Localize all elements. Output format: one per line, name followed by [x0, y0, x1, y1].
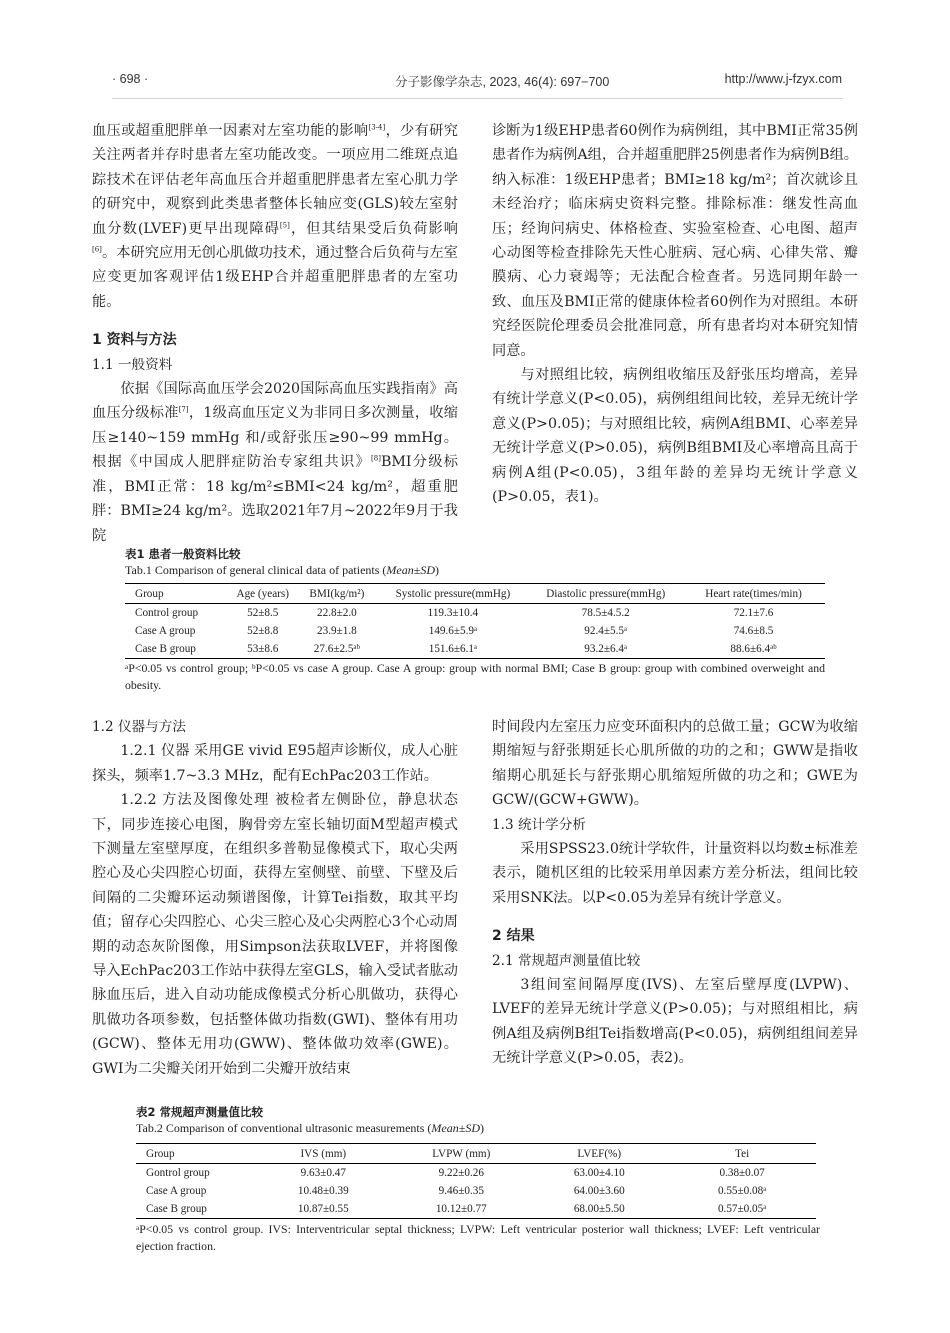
subsection-heading: 1.3 统计学分析	[492, 816, 586, 833]
table-row: Case A group 52±8.8 23.9±1.8 149.6±5.9ᵃ 92.4±5.5ᵃ 74.6±8.5	[135, 625, 774, 637]
page-number: · 698 ·	[112, 72, 149, 86]
running-header	[112, 72, 842, 94]
subsection-heading: 2.1 常规超声测量值比较	[492, 952, 641, 969]
table-row: Case B group 10.87±0.55 10.12±0.77 68.00±5.50 0.57±0.05ᵃ	[136, 1200, 816, 1219]
right-column-lower	[492, 715, 858, 1071]
table-row: Case A group 10.48±0.39 9.46±0.35 64.00±3.60 0.55±0.08ᵃ	[146, 1185, 767, 1197]
subsection-heading: 1.2 仪器与方法	[92, 719, 186, 735]
paragraph: 采用SPSS23.0统计学软件，计量资料以均数±标准差表示，随机区组的比较采用单因素方差分析法，组间比较采用SNK法。以P<0.05为差异有统计学意义。	[492, 841, 858, 906]
journal-url[interactable]: http://www.j-fzyx.com	[724, 72, 842, 86]
table-header-row: Group IVS (mm) LVPW (mm) LVEF(%) Tei	[136, 1144, 816, 1164]
right-column-upper	[492, 119, 858, 510]
table1-caption: 表1 患者一般资料比较 Tab.1 Comparison of general clinical data of patients (Mean±SD)	[125, 547, 439, 577]
subsection-heading: 1.1 一般资料	[92, 356, 173, 373]
table-row: Case B group 53±8.6 27.6±2.5ᵃᵇ 151.6±6.1ᵃ 93.2±6.4ᵃ 88.6±6.4ᵃᵇ	[125, 640, 825, 659]
paragraph: 诊断为1级EHP患者60例作为病例组，其中BMI正常35例患者作为病例A组，合并超重肥胖25例患者作为病例B组。纳入标准：1级EHP患者；BMI≥18 kg/m²；首次就诊且未经治疗；临床病史资料完整。排除标准：继发性高血压；经询问病史、体格检查、实验室检查、心电图、超声心动图等检查排除先天性心脏病、冠心病、心律失常、瓣膜病、心力衰竭等；无法配合检查者。另选同期年龄一致、血压及BMI正常的健康体检者60例作为对照组。本研究经医院伦理委员会批准同意，所有患者均对本研究知情同意。	[492, 123, 858, 359]
paragraph: 与对照组比较，病例组收缩压及舒张压均增高，差异有统计学意义(P<0.05)，病例组组间比较，差异无统计学意义(P>0.05)；与对照组比较，病例A组BMI、心率差异无统计学意义(P>0.05)，病例B组BMI及心率增高且高于病例A组(P<0.05)，3组年龄的差异均无统计学意义(P>0.05，表1)。	[492, 367, 858, 506]
table2-footnote: ᵃP<0.05 vs control group. IVS: Interventricular septal thickness; LVPW: Left ventricular posterior wall thickness; LVEF: Left ventricular ejection fraction.	[136, 1222, 820, 1253]
table2	[136, 1143, 816, 1219]
paragraph: 1.2.2 方法及图像处理 被检者左侧卧位，静息状态下，同步连接心电图，胸骨旁左室长轴切面M型超声模式下测量左室壁厚度，在组织多普勒显像模式下，取心尖两腔心及心尖四腔心切面，获得左室侧壁、前壁、下壁及后间隔的二尖瓣环运动频谱图像，计算Tei指数，取其平均值；留存心尖四腔心、心尖三腔心及心尖两腔心3个心动周期的动态灰阶图像，用Simpson法获取LVEF，并将图像导入EchPac203工作站中获得左室GLS，输入受试者肱动脉血压后，进入自动功能成像模式分析心肌做功，获得心肌做功各项参数，包括整体做功指数(GWI)、整体有用功(GCW)、整体无用功(GWW)、整体做功效率(GWE)。GWI为二尖瓣关闭开始到二尖瓣开放结束	[92, 792, 458, 1077]
paragraph: 1.2.1 仪器 采用GE vivid E95超声诊断仪，成人心脏探头，频率1.7~3.3 MHz，配有EchPac203工作站。	[92, 743, 458, 784]
paragraph: 3组间室间隔厚度(IVS)、左室后壁厚度(LVPW)、LVEF的差异无统计学意义(P>0.05)；与对照组相比，病例A组及病例B组Tei指数增高(P<0.05)，病例组组间差异无统计学意义(P>0.05，表2)。	[492, 977, 858, 1067]
table-header-row: Group Age (years) BMI(kg/m²) Systolic pressure(mmHg) Diastolic pressure(mmHg) Heart rate(times/min)	[125, 584, 825, 604]
table-row: Control group 52±8.5 22.8±2.0 119.3±10.4 78.5±4.5.2 72.1±7.6	[135, 607, 774, 619]
left-column-lower	[92, 715, 458, 1081]
table-row: Gontrol group 9.63±0.47 9.22±0.26 63.00±4.10 0.38±0.07	[146, 1167, 765, 1179]
section-heading: 1 资料与方法	[92, 332, 177, 349]
journal-citation: 分子影像学杂志, 2023, 46(4): 697−700	[395, 75, 610, 89]
left-column-upper	[92, 119, 458, 548]
table1	[125, 583, 825, 659]
table1-footnote: ᵃP<0.05 vs control group; ᵇP<0.05 vs case A group. Case A group: group with normal BMI; Case B group: group with combined overweight and obesity.	[125, 661, 825, 692]
paragraph: 依据《国际高血压学会2020国际高血压实践指南》高血压分级标准[7]，1级高血压定义为非同日多次测量，收缩压≥140~159 mmHg 和/或舒张压≥90~99 mmHg。根据《中国成人肥胖症防治专家组共识》[8]BMI分级标准，BMI正常：18 kg/m²≤BMI<24 kg/m²，超重肥胖：BMI≥24 kg/m²。选取2021年7月~2022年9月于我院	[92, 381, 458, 544]
section-heading: 2 结果	[492, 928, 535, 945]
paragraph: 血压或超重肥胖单一因素对左室功能的影响[3-4]，少有研究关注两者并存时患者左室功能改变。一项应用二维斑点追踪技术在评估老年高血压合并超重肥胖患者左室心肌力学的研究中，观察到此类患者整体长轴应变(GLS)较左室射血分数(LVEF)更早出现障碍[5]，但其结果受后负荷影响[6]。本研究应用无创心肌做功技术，通过整合后负荷与左室应变更加客观评估1级EHP合并超重肥胖患者的左室功能。	[92, 123, 458, 310]
table2-caption: 表2 常规超声测量值比较 Tab.2 Comparison of conventional ultrasonic measurements (Mean±SD)	[136, 1105, 484, 1135]
paragraph: 时间段内左室压力应变环面积内的总做工量；GCW为收缩期缩短与舒张期延长心肌所做的功的之和；GWW是指收缩期心肌延长与舒张期心肌缩短所做的功之和；GWE为GCW/(GCW+GWW)。	[492, 719, 858, 809]
header-rule	[112, 98, 843, 99]
